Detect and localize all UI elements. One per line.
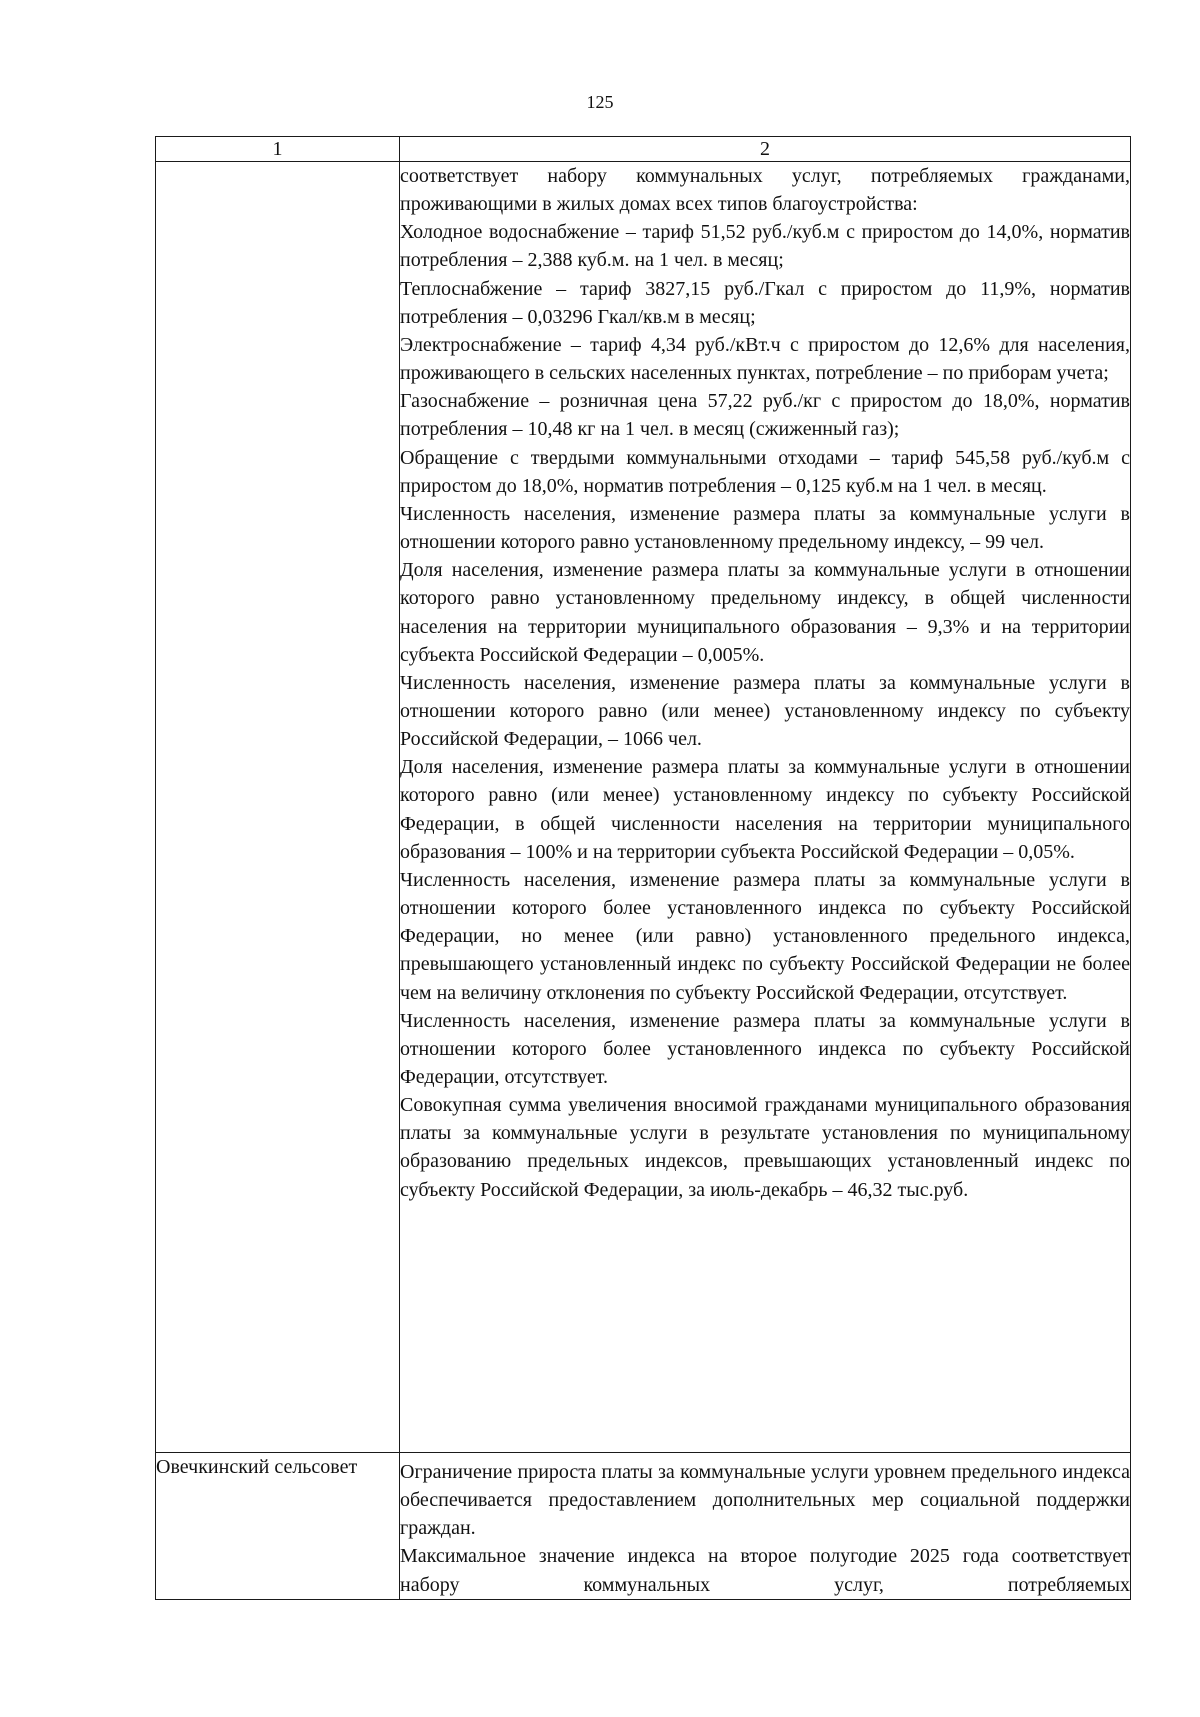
paragraph: соответствует набору коммунальных услуг, потребляемых гражданами, проживающими в жилых домах всех типов благоустройства: xyxy=(400,165,1130,216)
paragraph: Теплоснабжение – тариф 3827,15 руб./Гкал с приростом до 11,9%, норматив потребления – 0,03296 Гкал/кв.м в месяц; xyxy=(400,277,1130,328)
paragraph: Обращение с твердыми коммунальными отходами – тариф 545,58 руб./куб.м с приростом до 18,0%, норматив потребления – 0,125 куб.м на 1 чел. в месяц. xyxy=(400,446,1130,497)
paragraph: Газоснабжение – розничная цена 57,22 руб./кг с приростом до 18,0%, норматив потребления – 10,48 кг на 1 чел. в месяц (сжиженный газ); xyxy=(400,390,1130,441)
table-row xyxy=(156,162,1131,1453)
paragraph: Холодное водоснабжение – тариф 51,52 руб./куб.м с приростом до 14,0%, норматив потребления – 2,388 куб.м. на 1 чел. в месяц; xyxy=(400,221,1130,272)
description-cell xyxy=(400,1453,1131,1600)
paragraph: Доля населения, изменение размера платы за коммунальные услуги в отношении которого равно (или менее) установленному индексу по субъекту Российской Федерации, в общей численности населения на территории муниципального образования – 100% и на территории субъекта Российской Федерации – 0,05%. xyxy=(400,756,1130,863)
column-header-2: 2 xyxy=(400,137,1131,162)
description-cell xyxy=(400,162,1131,1453)
table-header-row xyxy=(156,137,1131,162)
column-header-1: 1 xyxy=(156,137,400,162)
paragraph: Максимальное значение индекса на второе полугодие 2025 года соответствует набору коммунальных услуг, потребляемых xyxy=(400,1545,1130,1596)
municipality-cell xyxy=(156,162,400,1453)
services-table xyxy=(155,136,1131,1600)
paragraph: Совокупная сумма увеличения вносимой гражданами муниципального образования платы за коммунальные услуги в результате установления по муниципальному образованию предельных индексов, превышающих установленный индекс по субъекту Российской Федерации, за июль-декабрь – 46,32 тыс.руб. xyxy=(400,1094,1130,1201)
paragraph: Численность населения, изменение размера платы за коммунальные услуги в отношении которого более установленного индекса по субъекту Российской Федерации, но менее (или равно) установленного предельного индекса, превышающего установленный индекс по субъекту Российской Федерации не более чем на величину отклонения по субъекту Российской Федерации, отсутствует. xyxy=(400,868,1130,1004)
paragraph: Численность населения, изменение размера платы за коммунальные услуги в отношении которого более установленного индекса по субъекту Российской Федерации, отсутствует. xyxy=(400,1009,1130,1088)
paragraph: Численность населения, изменение размера платы за коммунальные услуги в отношении которого равно (или менее) установленному индексу по субъекту Российской Федерации, – 1066 чел. xyxy=(400,671,1130,751)
page-number: 125 xyxy=(586,92,614,112)
paragraph: Доля населения, изменение размера платы за коммунальные услуги в отношении которого равно установленному предельному индексу, в общей численности населения на территории муниципального образования – 9,3% и на территории субъекта Российской Федерации – 0,005%. xyxy=(400,559,1130,666)
paragraph: Ограничение прироста платы за коммунальные услуги уровнем предельного индекса обеспечивается предоставлением дополнительных мер социальной поддержки граждан. xyxy=(400,1461,1130,1540)
table-row xyxy=(156,1453,1131,1600)
municipality-cell: Овечкинский сельсовет xyxy=(156,1453,400,1600)
paragraph: Численность населения, изменение размера платы за коммунальные услуги в отношении которого равно установленному предельному индексу, – 99 чел. xyxy=(400,502,1130,554)
paragraph: Электроснабжение – тариф 4,34 руб./кВт.ч с приростом до 12,6% для населения, проживающего в сельских населенных пунктах, потребление – по приборам учета; xyxy=(400,333,1130,385)
